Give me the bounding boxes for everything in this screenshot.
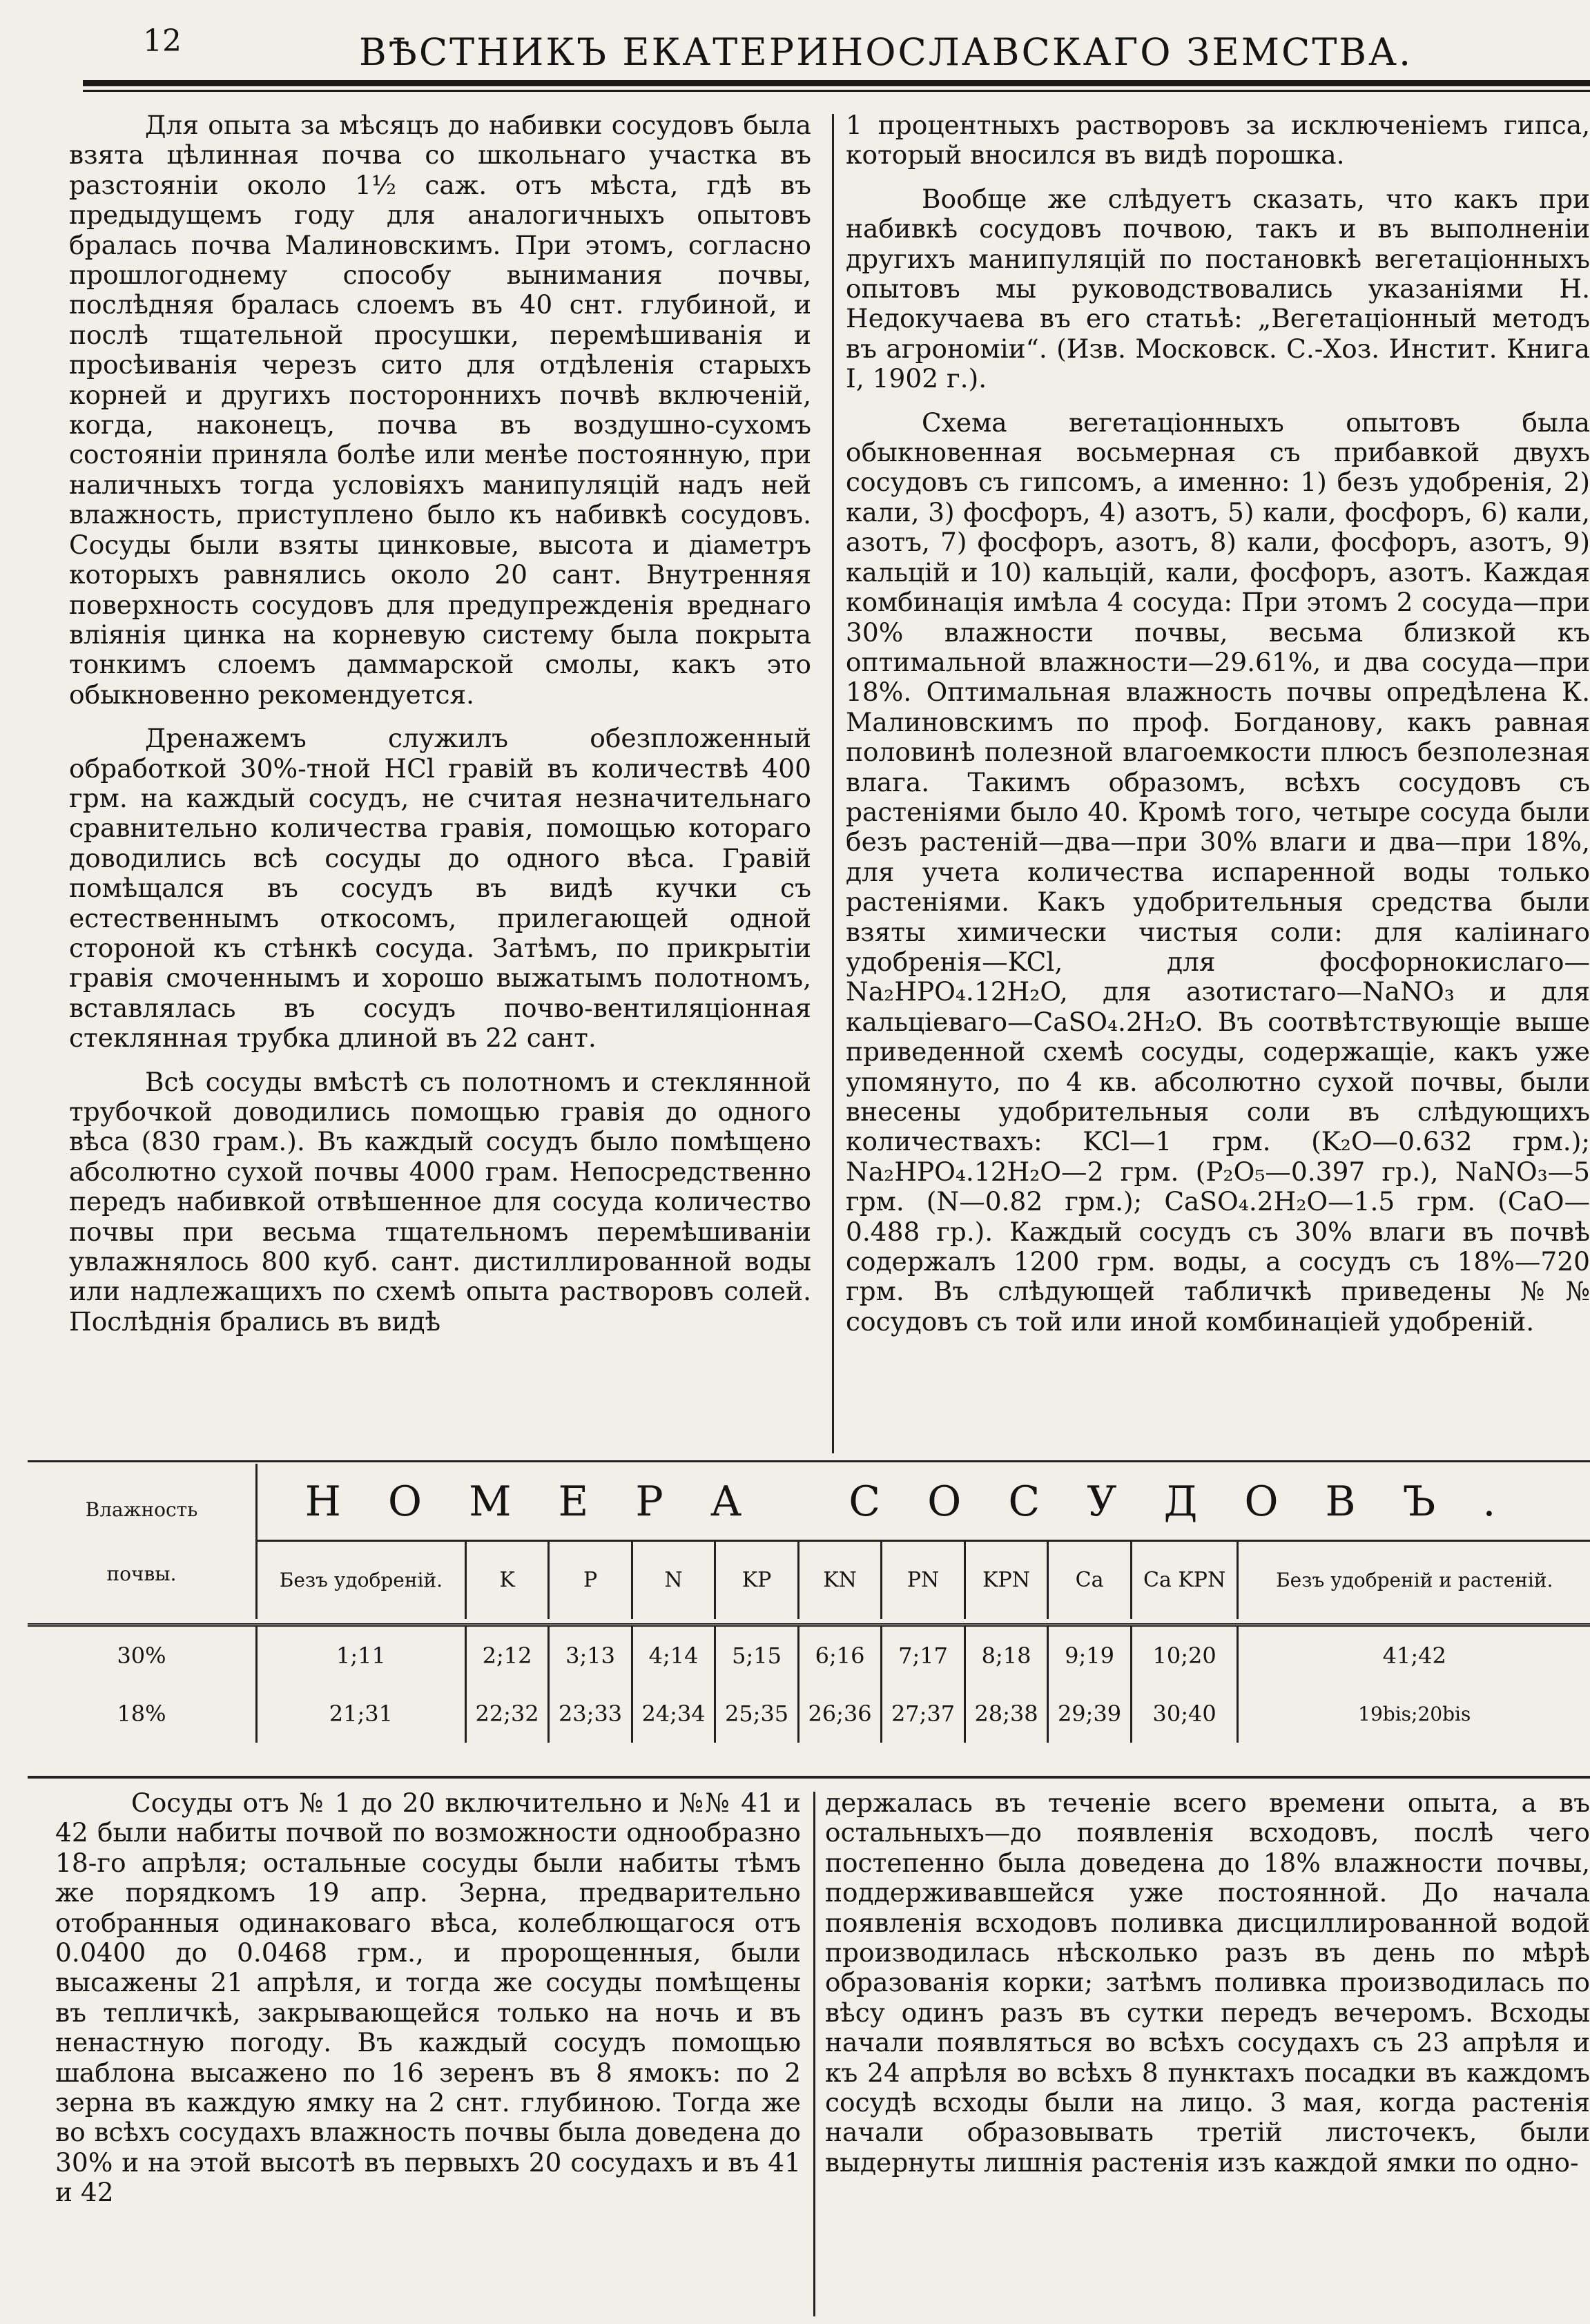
page-number: 12 (143, 23, 182, 59)
column-header-pn: PN (882, 1541, 965, 1620)
table-cell: 19bis;20bis (1238, 1685, 1590, 1743)
table-top-rule (28, 1460, 1590, 1462)
row-header-line1: Влажность (85, 1498, 198, 1521)
table-cell: 7;17 (882, 1625, 965, 1685)
column-divider-bottom (813, 1792, 815, 2316)
table-cell: 25;35 (715, 1685, 799, 1743)
table-row (28, 1685, 1590, 1743)
top-left-column (69, 110, 811, 1450)
column-header-n: N (632, 1541, 715, 1620)
bottom-left-column (55, 1788, 801, 2313)
table-cell: 9;19 (1048, 1625, 1132, 1685)
column-header-ca-kpn: Ca KPN (1131, 1541, 1238, 1620)
column-header-kn: KN (798, 1541, 882, 1620)
table-cell: 8;18 (964, 1625, 1048, 1685)
journal-title: ВѢСТНИКЪ ЕКАТЕРИНОСЛАВСКАГО ЗЕМСТВА. (359, 30, 1413, 74)
table-title: НОМЕРА СОСУДОВЪ. (257, 1464, 1590, 1541)
paragraph: Сосуды отъ № 1 до 20 включительно и №№ 41 и 42 были набиты почвой по возможности однообразно 18-го апрѣля; остальные сосуды были набиты тѣмъ же порядкомъ 19 апр. Зерна, предварительно отобранныя одинаковаго вѣса, колеблющагося отъ 0.0400 до 0.0468 грм., и пророщенныя, были высажены 21 апрѣля, и тогда же сосуды помѣщены въ тепличкѣ, закрывающейся только на ночь и въ ненастную погоду. Въ каждый сосудъ помощью шаблона высажено по 16 зеренъ въ 8 ямокъ: по 2 зерна въ каждую ямку на 2 снт. глубиною. Тогда же во всѣхъ сосудахъ влажность почвы была доведена до 30% и на этой высотѣ въ первыхъ 20 сосудахъ и въ 41 и 42 (55, 1788, 801, 2208)
table-cell: 30;40 (1131, 1685, 1238, 1743)
table-cell: 26;36 (798, 1685, 882, 1743)
row-header-cell (28, 1464, 257, 1619)
column-header-no-fertilizer: Безъ удобреній. (257, 1541, 466, 1620)
row-label: 18% (117, 1701, 166, 1727)
paragraph: Всѣ сосуды вмѣстѣ съ полотномъ и стеклянной трубочкой доводились помощью гравія до одного вѣса (830 грам.). Въ каждый сосудъ было помѣщено абсолютно сухой почвы 4000 грам. Непосредственно передъ набивкой отвѣшенное для сосуда количество почвы при весьма тщательномъ перемѣшиваніи увлажнялось 800 куб. сант. дистиллированной воды или надлежащихъ по схемѣ опыта растворовъ солей. Послѣднія брались въ видѣ (69, 1066, 811, 1337)
table-cell: 29;39 (1048, 1685, 1132, 1743)
table-cell: 3;13 (549, 1625, 632, 1685)
vessel-numbers-table (28, 1464, 1590, 1743)
table-cell: 10;20 (1131, 1625, 1238, 1685)
header-rule-thin (83, 90, 1590, 92)
paragraph: Схема вегетаціонныхъ опытовъ была обыкновенная восьмерная съ прибавкой двухъ сосудовъ съ гипсомъ, а именно: 1) безъ удобренія, 2) кали, 3) фосфоръ, 4) азотъ, 5) кали, фосфоръ, 6) кали, азотъ, 7) фосфоръ, азотъ, 8) кали, фосфоръ, азотъ, 9) кальцій и 10) кальцій, кали, фосфоръ, азотъ. Каждая комбинація имѣла 4 сосуда: При этомъ 2 сосуда—при 30% влажности почвы, весьма близкой къ оптимальной влажности—29.61%, и два сосуда—при 18%. Оптимальная влажность почвы опредѣлена К. Малиновскимъ по проф. Богданову, какъ равная половинѣ полезной влагоемкости плюсъ безполезная влага. Такимъ образомъ, всѣхъ сосудовъ съ растеніями было 40. Кромѣ того, четыре сосуда были безъ растеній—два—при 30% влаги и два—при 18%, для учета количества испаренной воды только растеніями. Какъ удобрительныя средства были взяты химически чистыя соли: для каліинаго удобренія—KCl, для фосфорнокислаго—Na₂HPO₄.12H₂O, для азотистаго—NaNO₃ и для кальціеваго—CaSO₄.2H₂O. Въ соотвѣтствующіе выше приведенной схемѣ сосуды, содержащіе, какъ уже упомянуто, по 4 кв. абсолютно сухой почвы, были внесены удобрительныя соли въ слѣдующихъ количествахъ: KCl—1 грм. (K₂O—0.632 грм.); Na₂HPO₄.12H₂O—2 грм. (P₂O₅—0.397 гр.), NaNO₃—5 грм. (N—0.82 грм.); CaSO₄.2H₂O—1.5 грм. (CaO—0.488 гр.). Каждый сосудъ съ 30% влаги въ почвѣ содержалъ 1200 грм. воды, а сосудъ съ 18%—720 грм. Въ слѣдующей табличкѣ приведены №№ сосудовъ съ той или иной комбинаціей удобреній. (846, 407, 1590, 1337)
table-cell: 28;38 (964, 1685, 1048, 1743)
row-header-line2: почвы. (106, 1562, 177, 1585)
table-cell: 5;15 (715, 1625, 799, 1685)
column-header-p: P (549, 1541, 632, 1620)
table-cell: 21;31 (257, 1685, 466, 1743)
column-header-ca: Ca (1048, 1541, 1132, 1620)
top-right-column (846, 110, 1590, 1450)
paragraph: Вообще же слѣдуетъ сказать, что какъ при набивкѣ сосудовъ почвою, такъ и въ выполненіи другихъ манипуляцій по постановкѣ вегетаціонныхъ опытовъ мы руководствовались указаніями Н. Недокучаева въ его статьѣ: „Вегетаціонный методъ въ агрономіи“. (Изв. Московск. С.-Хоз. Инстит. Книга I, 1902 г.). (846, 183, 1590, 394)
paragraph: Дренажемъ служилъ обезпложенный обработкой 30%-тной HCl гравій въ количествѣ 400 грм. на каждый сосудъ, не считая незначительнаго сравнительно количества гравія, помощью котораго доводились всѣ сосуды до одного вѣса. Гравій помѣщался въ сосудъ въ видѣ кучки съ естественнымъ откосомъ, прилегающей одной стороной къ стѣнкѣ сосуда. Затѣмъ, по прикрытіи гравія смоченнымъ и хорошо выжатымъ полотномъ, вставлялась въ сосудъ почво-вентиляціонная стеклянная трубка длиной въ 22 сант. (69, 723, 811, 1054)
paragraph: держалась въ теченіе всего времени опыта, а въ остальныхъ—до появленія всходовъ, послѣ чего постепенно была доведена до 18% влажности почвы, поддерживавшейся уже постоянной. До начала появленія всходовъ поливка дисциллированной водой производилась нѣсколько разъ въ день по мѣрѣ образованія корки; затѣмъ поливка производилась по вѣсу одинъ разъ въ сутки передъ вечеромъ. Всходы начали появляться во всѣхъ сосудахъ съ 23 апрѣля и къ 24 апрѣля во всѣхъ 8 пунктахъ посадки въ каждомъ сосудѣ всходы были на лицо. 3 мая, когда растенія начали образовывать третій листочекъ, были выдернуты лишнія растенія изъ каждой ямки по одно- (825, 1788, 1590, 2178)
paragraph: Для опыта за мѣсяцъ до набивки сосудовъ была взята цѣлинная почва со школьнаго участка въ разстояніи около 1½ саж. отъ мѣста, гдѣ въ предыдущемъ году для аналогичныхъ опытовъ бралась почва Малиновскимъ. При этомъ, согласно прошлогоднему способу вынимания почвы, послѣдняя бралась слоемъ въ 40 снт. глубиной, и послѣ тщательной просушки, перемѣшиванія и просѣиванія черезъ сито для отдѣленія старыхъ корней и другихъ постороннихъ почвѣ включеній, когда, наконецъ, почва въ воздушно-сухомъ состояніи приняла болѣе или менѣе постоянную, при наличныхъ тогда условіяхъ манипуляцій надъ ней влажность, приступлено было къ набивкѣ сосудовъ. Сосуды были взяты цинковые, высота и діаметръ которыхъ равнялись около 20 сант. Внутренняя поверхность сосудовъ для предупрежденія вреднаго вліянія цинка на корневую систему была покрыта тонкимъ слоемъ даммарской смолы, какъ это обыкновенно рекомендуется. (69, 110, 811, 710)
bottom-right-column (825, 1788, 1590, 2313)
table-cell: 6;16 (798, 1625, 882, 1685)
column-header-k: K (465, 1541, 549, 1620)
column-header-kpn: KPN (964, 1541, 1048, 1620)
header-rule (83, 80, 1590, 86)
table-cell: 1;11 (257, 1625, 466, 1685)
table-row (28, 1625, 1590, 1685)
row-label: 30% (117, 1643, 166, 1669)
column-header-no-fertilizer-no-plants: Безъ удобреній и растеній. (1238, 1541, 1590, 1620)
column-divider-top (832, 114, 834, 1453)
column-header-kp: KP (715, 1541, 799, 1620)
table-cell: 4;14 (632, 1625, 715, 1685)
table-cell: 22;32 (465, 1685, 549, 1743)
table-cell: 24;34 (632, 1685, 715, 1743)
table-cell: 23;33 (549, 1685, 632, 1743)
table-cell: 41;42 (1238, 1625, 1590, 1685)
table-cell: 27;37 (882, 1685, 965, 1743)
table-cell: 2;12 (465, 1625, 549, 1685)
table-bottom-rule (28, 1776, 1590, 1779)
paragraph: 1 процентныхъ растворовъ за исключеніемъ гипса, который вносился въ видѣ порошка. (846, 110, 1590, 171)
